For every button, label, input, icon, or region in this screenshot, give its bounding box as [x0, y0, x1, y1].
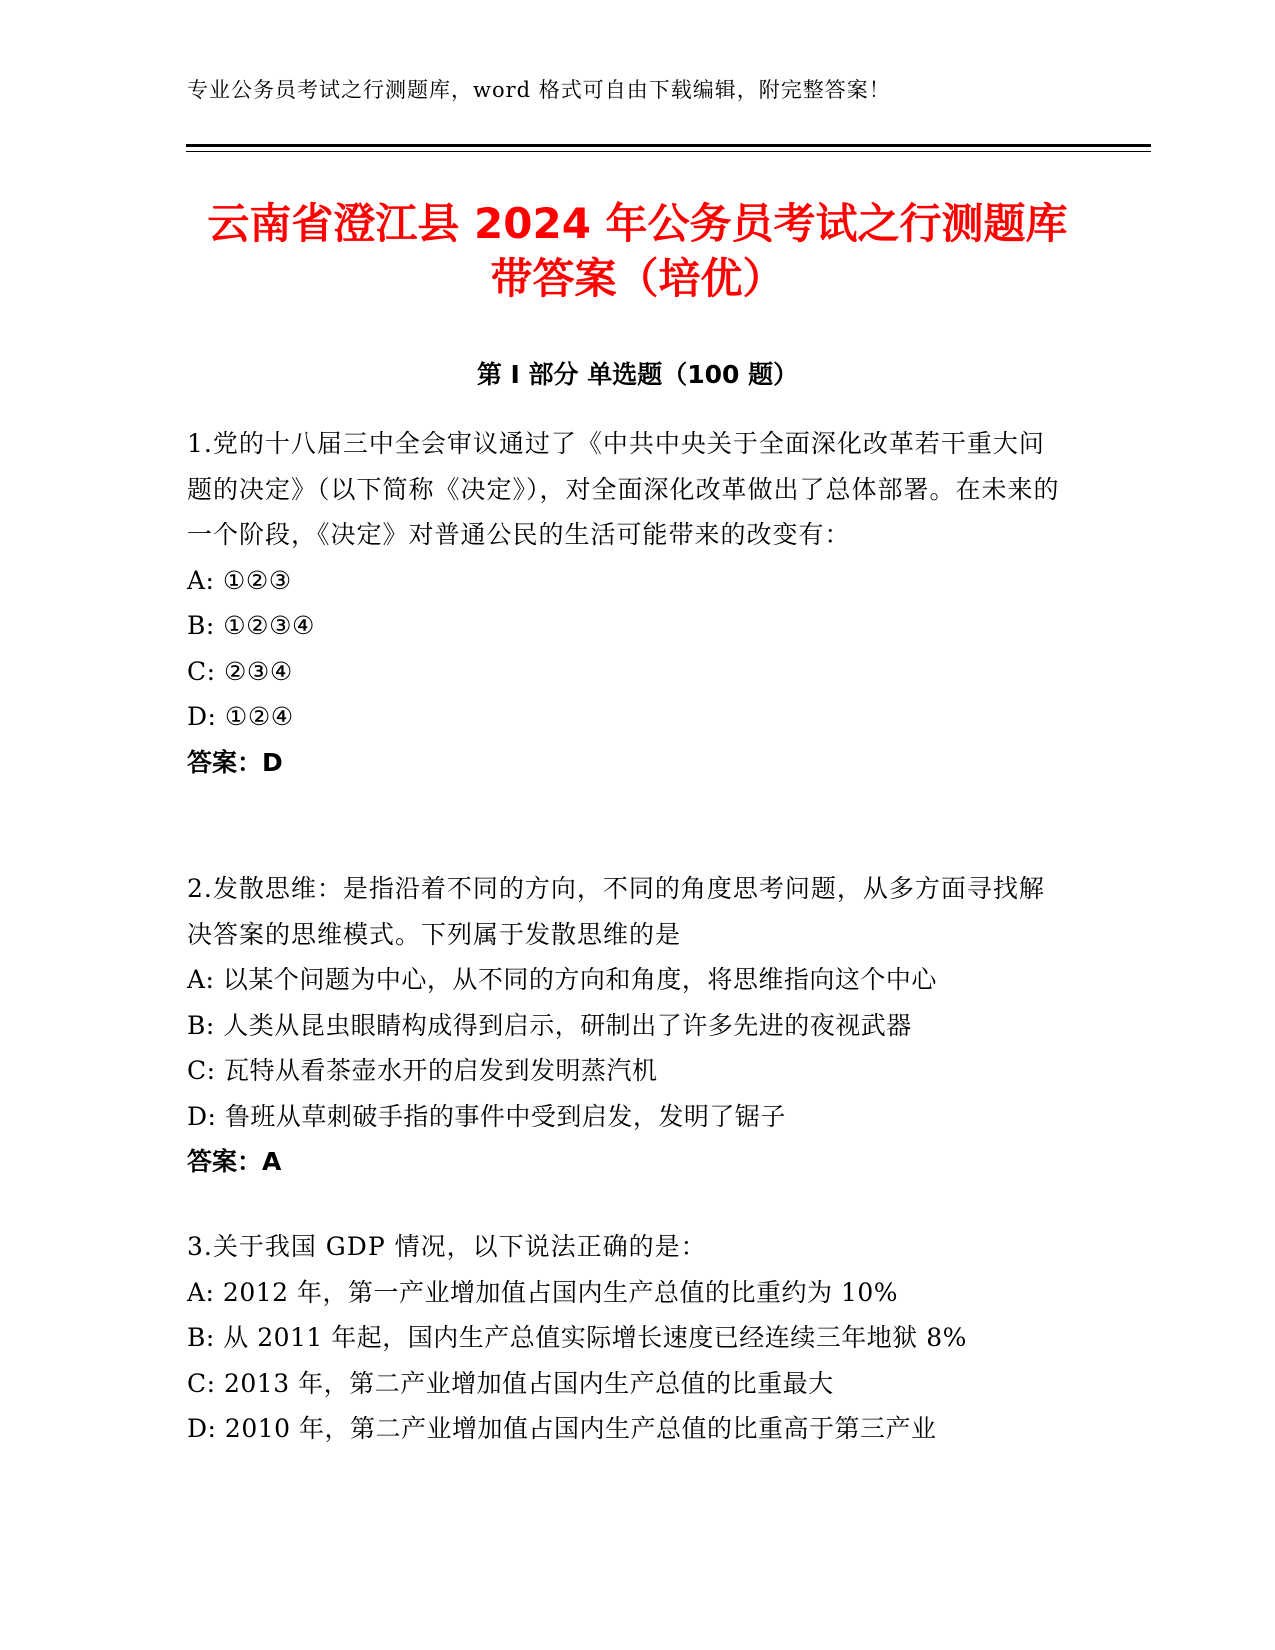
option-c: C: 2013 年，第二产业增加值占国内生产总值的比重最大 [187, 1368, 834, 1398]
option-a: A: 2012 年，第一产业增加值占国内生产总值的比重约为 10% [187, 1277, 899, 1307]
option-b: B: ①②③④ [187, 611, 315, 640]
option-d: D: ①②④ [187, 702, 294, 731]
document-title-line-2: 带答案（培优） [490, 254, 785, 303]
option-b: B: 人类从昆虫眼睛构成得到启示，研制出了许多先进的夜视武器 [187, 1010, 912, 1040]
section-heading: 第 I 部分 单选题（100 题） [476, 360, 799, 389]
option-a: A: 以某个问题为中心，从不同的方向和角度，将思维指向这个中心 [187, 965, 937, 994]
question-text: 3.关于我国 GDP 情况，以下说法正确的是： [187, 1232, 707, 1261]
answer: 答案：A [187, 1147, 282, 1176]
option-c: C: 瓦特从看茶壶水开的启发到发明蒸汽机 [187, 1056, 658, 1085]
option-d: D: 2010 年，第二产业增加值占国内生产总值的比重高于第三产业 [187, 1414, 937, 1443]
option-d: D: 鲁班从草刺破手指的事件中受到启发，发明了锯子 [187, 1101, 786, 1131]
option-c: C: ②③④ [187, 656, 293, 686]
document-title-line-1: 云南省澄江县 2024 年公务员考试之行测题库 [207, 199, 1068, 248]
header-rule-thin [186, 151, 1151, 152]
question-1 [187, 421, 1067, 785]
question-2 [187, 866, 1067, 1185]
header-note: 专业公务员考试之行测题库，word 格式可自由下载编辑，附完整答案！ [187, 78, 891, 102]
document-title [160, 196, 1115, 306]
option-a: A: ①②③ [187, 565, 292, 595]
question-text: 2.发散思维：是指沿着不同的方向，不同的角度思考问题，从多方面寻找解决答案的思维模式。下列属于发散思维的是 [187, 874, 1045, 949]
option-b: B: 从 2011 年起，国内生产总值实际增长速度已经连续三年地狱 8% [187, 1323, 967, 1352]
header-rule-thick [186, 144, 1151, 147]
question-3 [187, 1224, 1067, 1452]
answer: 答案：D [187, 747, 283, 777]
question-text: 1.党的十八届三中全会审议通过了《中共中央关于全面深化改革若干重大问题的决定》（以下简称《决定》），对全面深化改革做出了总体部署。在未来的一个阶段，《决定》对普通公民的生活可能带来的改变有： [187, 429, 1060, 549]
